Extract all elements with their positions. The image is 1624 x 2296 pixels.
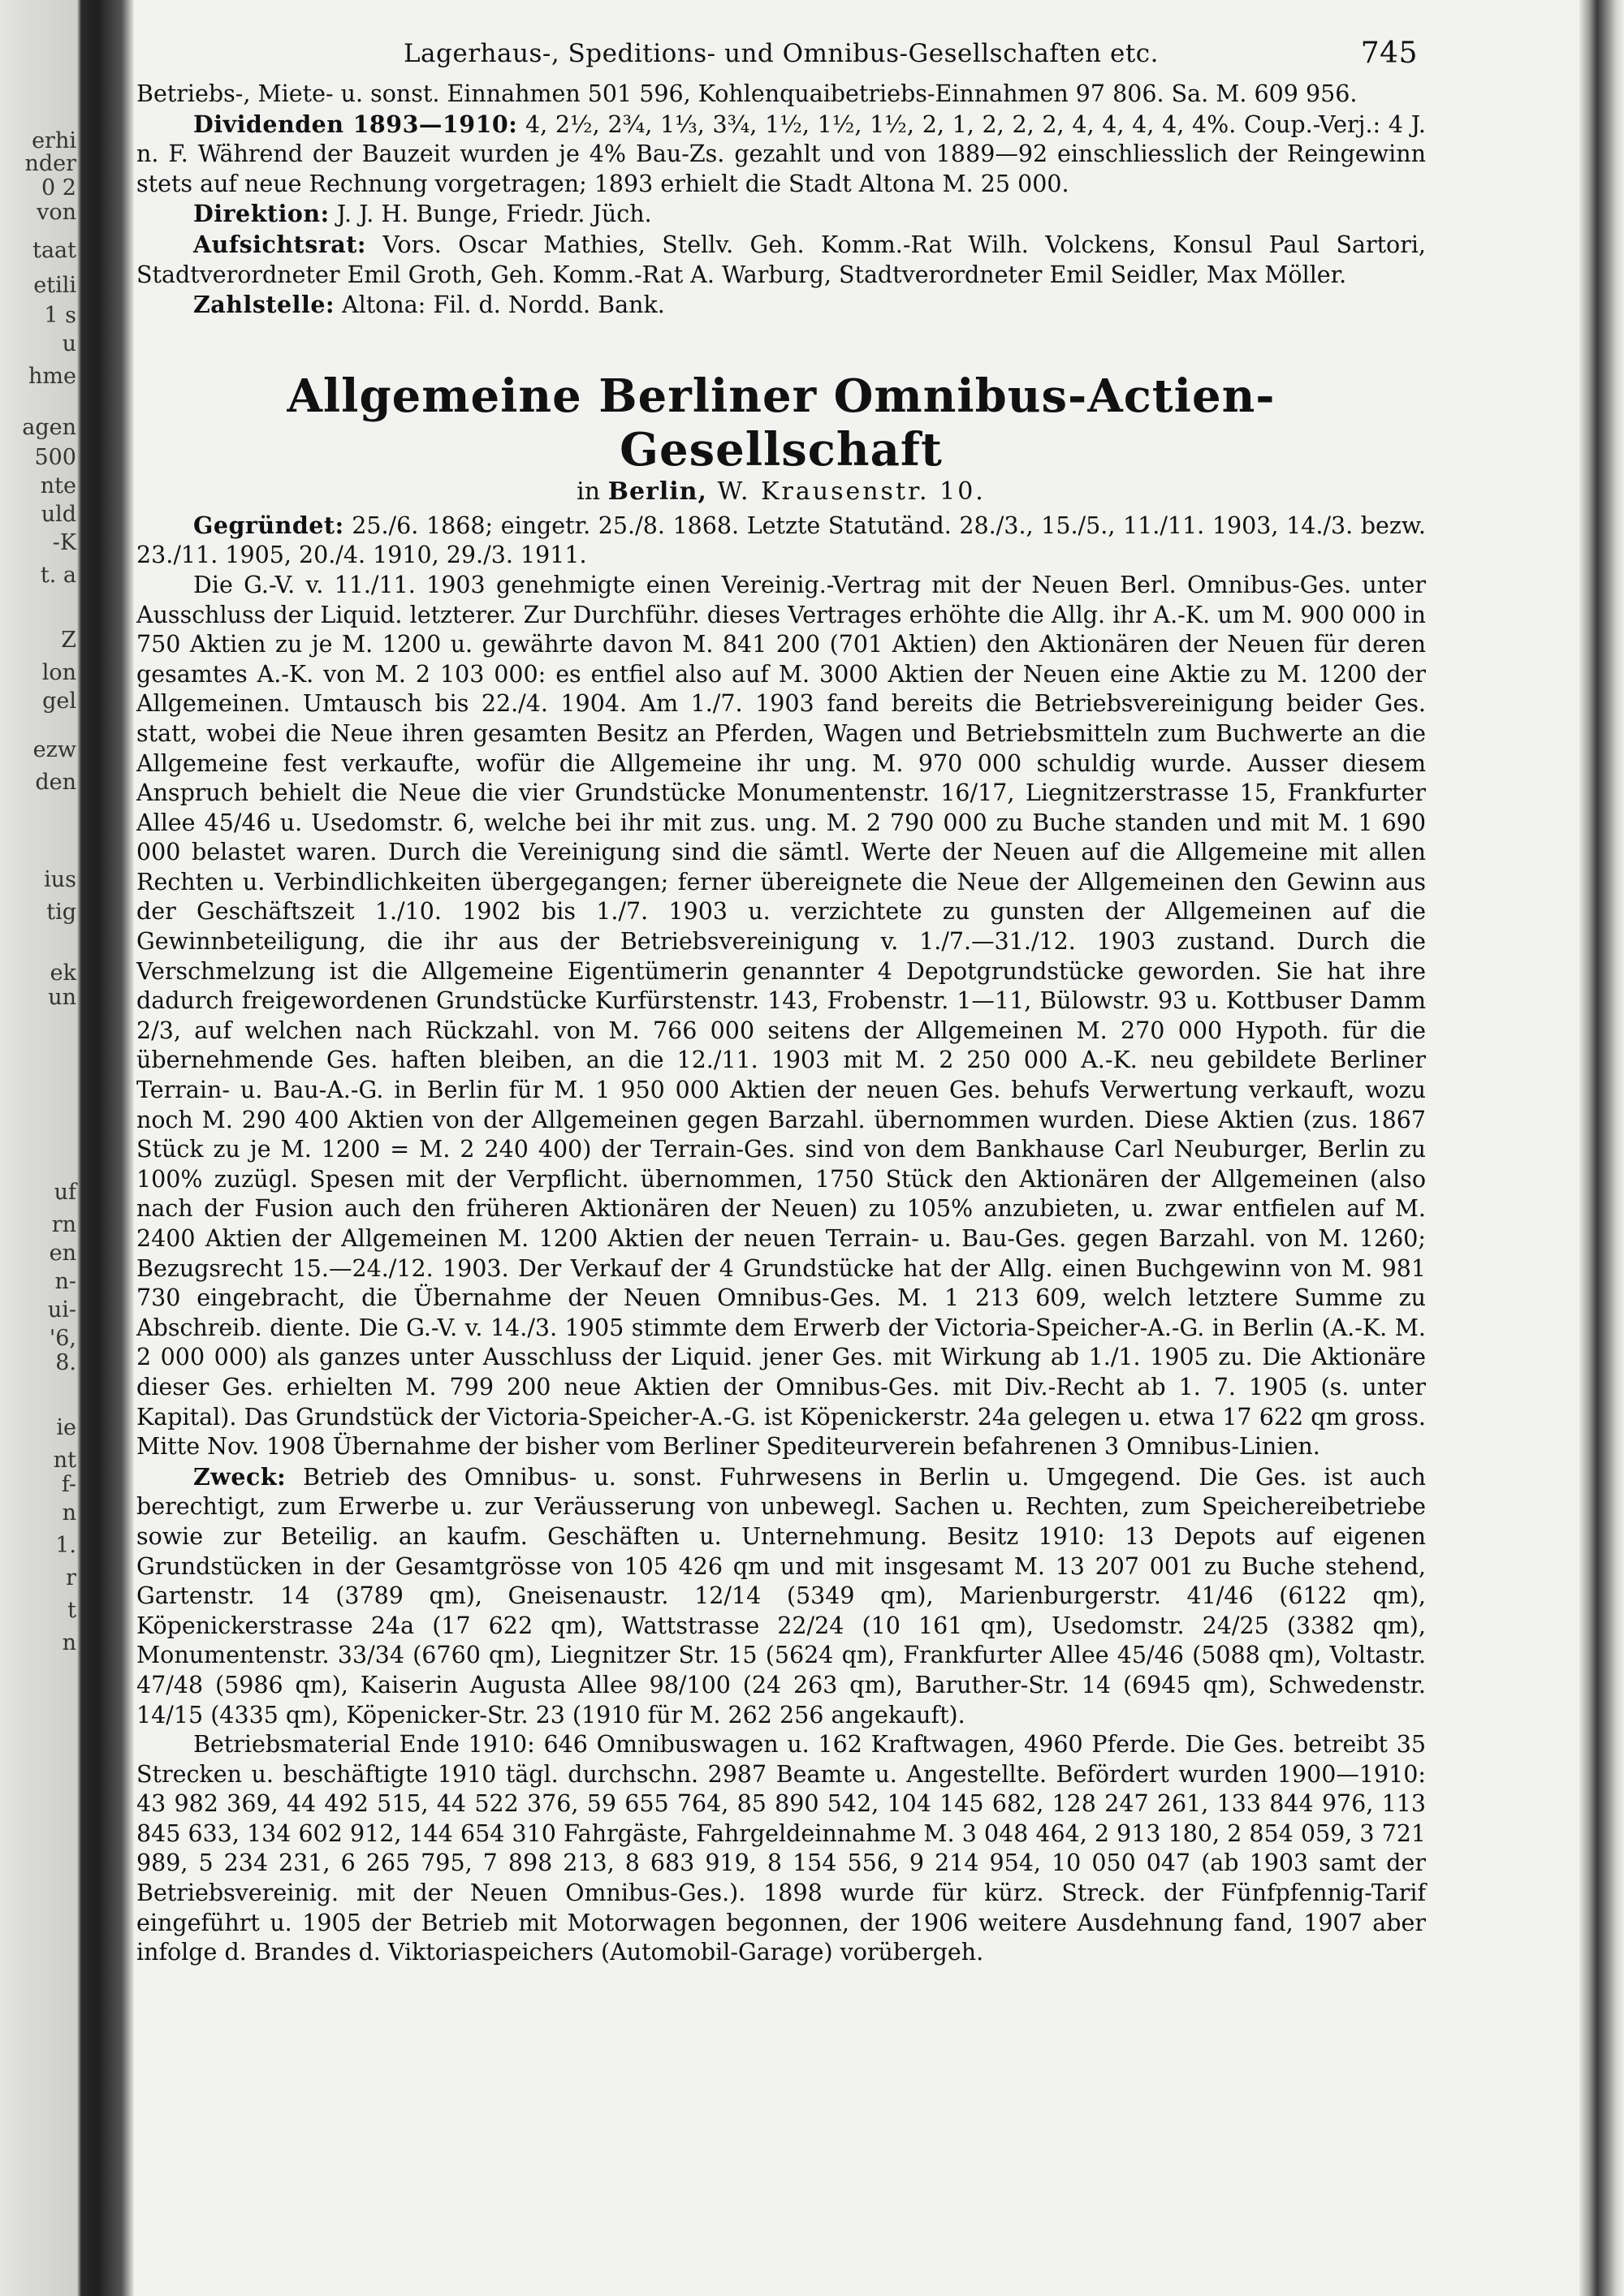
- margin-fragment: uld: [41, 502, 76, 527]
- entry-city: Berlin,: [607, 477, 707, 506]
- previous-page-margin-fragments: [0, 0, 81, 2296]
- margin-fragment: un: [48, 985, 76, 1010]
- margin-fragment: '6,: [49, 1326, 76, 1351]
- entry-title: Allgemeine Berliner Omnibus-Actien-Gesellschaft: [287, 369, 1276, 477]
- document-page: [136, 39, 1426, 1968]
- dividends-label: Dividenden 1893—1910:: [193, 110, 518, 138]
- location-prefix: in: [577, 477, 608, 506]
- page-binding-shadow-right: [1579, 0, 1624, 2296]
- margin-fragment: gel: [42, 688, 76, 714]
- margin-fragment: Z: [61, 628, 76, 653]
- margin-fragment: agen: [22, 415, 76, 440]
- supervisory-board-text: Vors. Oscar Mathies, Stellv. Geh. Komm.-Rat Wilh. Volckens, Konsul Paul Sartori, Stadtverordneter Emil Groth, Geh. Komm.-Rat A. Warburg, Stadtverordneter Emil Seidler, Max Möller.: [136, 231, 1426, 288]
- margin-fragment: f-: [61, 1472, 76, 1497]
- previous-entry-continuation: [136, 80, 1426, 321]
- margin-fragment: tig: [46, 900, 76, 925]
- dividends-paragraph: [136, 110, 1426, 200]
- paying-agent-paragraph: [136, 290, 1426, 321]
- margin-fragment: 1 s: [44, 303, 76, 328]
- margin-fragment: von: [37, 200, 76, 225]
- margin-fragment: n: [62, 1500, 76, 1526]
- margin-fragment: n: [62, 1630, 76, 1655]
- purpose-label: Zweck:: [193, 1462, 287, 1491]
- paying-agent-text: Altona: Fil. d. Nordd. Bank.: [334, 291, 665, 319]
- running-head: [136, 39, 1426, 80]
- supervisory-board-label: Aufsichtsrat:: [193, 230, 366, 258]
- margin-fragment: etili: [33, 273, 76, 298]
- margin-fragment: nt: [53, 1448, 76, 1473]
- margin-fragment: den: [35, 770, 76, 795]
- margin-fragment: erhi: [32, 128, 76, 153]
- margin-fragment: nder: [24, 151, 76, 176]
- margin-fragment: ui-: [47, 1297, 76, 1323]
- margin-fragment: ie: [56, 1415, 76, 1440]
- margin-fragment: lon: [41, 660, 76, 685]
- purpose-text: Betrieb des Omnibus- u. sonst. Fuhrwesens in Berlin u. Umgegend. Die Ges. ist auch berechtigt, zum Erwerbe u. zur Veräusserung von unbewegl. Sachen u. Rechten, zum Speichereibetriebe sowie zur Beteilig. an kaufm. Geschäften u. Unternehmung. Besitz 1910: 13 Depots auf eigenen Grundstücken in der Gesamtgrösse von 105 426 qm und mit insgesamt M. 13 207 001 zu Buche stehend, Gartenstr. 14 (3789 qm), Gneisenaustr. 12/14 (5349 qm), Marienburgerstr. 41/46 (6122 qm), Köpenickerstrasse 24a (17 622 qm), Wattstrasse 22/24 (10 161 qm), Usedomstr. 24/25 (3382 qm), Monumentenstr. 33/34 (6760 qm), Liegnitzer Str. 15 (5624 qm), Frankfurter Allee 45/46 (5088 qm), Voltastr. 47/48 (5986 qm), Kaiserin Augusta Allee 98/100 (24 263 qm), Baruther-Str. 14 (6945 qm), Schwedenstr. 14/15 (4335 qm), Köpenicker-Str. 23 (1910 für M. 262 256 angekauft).: [136, 1463, 1426, 1728]
- margin-fragment: nte: [40, 473, 76, 498]
- margin-fragment: uf: [54, 1180, 76, 1205]
- dividends-text: 4, 2½, 2¾, 1⅓, 3¾, 1½, 1½, 1½, 2, 1, 2, 2, 2, 4, 4, 4, 4, 4%. Coup.-Verj.: 4 J. n. F. Während der Bauzeit wurden je 4% Bau-Zs. gezahlt und von 1889—92 einschliesslich der Reingewinn stets auf neue Rechnung vorgetragen; 1893 erhielt die Stadt Altona M. 25 000.: [136, 110, 1426, 197]
- margin-fragment: rn: [51, 1212, 76, 1237]
- margin-fragment: t. a: [40, 563, 76, 588]
- margin-fragment: r: [66, 1565, 76, 1590]
- paying-agent-label: Zahlstelle:: [193, 291, 335, 319]
- purpose-paragraph: [136, 1462, 1426, 1730]
- founded-label: Gegründet:: [193, 511, 344, 539]
- direction-paragraph: [136, 199, 1426, 230]
- margin-fragment: ius: [44, 867, 76, 892]
- entry-body: [136, 511, 1426, 1968]
- margin-fragment: 1.: [55, 1533, 76, 1558]
- founded-paragraph: [136, 511, 1426, 571]
- margin-fragment: u: [62, 331, 76, 356]
- margin-fragment: 0 2: [41, 175, 76, 201]
- direction-text: J. J. H. Bunge, Friedr. Jüch.: [329, 201, 652, 228]
- income-paragraph: Betriebs-, Miete- u. sonst. Einnahmen 501 596, Kohlenquaibetriebs-Einnahmen 97 806. Sa. M. 609 956.: [136, 80, 1358, 107]
- margin-fragment: en: [49, 1241, 76, 1266]
- supervisory-board-paragraph: [136, 230, 1426, 290]
- margin-fragment: ek: [50, 960, 76, 986]
- running-head-title: Lagerhaus-, Speditions- und Omnibus-Gesellschaften etc.: [403, 39, 1160, 68]
- margin-fragment: ezw: [32, 737, 76, 762]
- direction-label: Direktion:: [193, 200, 330, 228]
- margin-fragment: t: [67, 1598, 76, 1623]
- margin-fragment: -K: [52, 530, 76, 555]
- margin-fragment: 8.: [55, 1350, 76, 1375]
- entry-address: W. Krausenstr. 10.: [706, 477, 986, 506]
- margin-fragment: 500: [34, 445, 76, 470]
- margin-fragment: n-: [54, 1269, 76, 1294]
- founded-text: 25./6. 1868; eingetr. 25./8. 1868. Letzte Statutänd. 28./3., 15./5., 11./11. 1903, 14./3. bezw. 23./11. 1905, 20./4. 1910, 29./3. 1911.: [136, 511, 1426, 569]
- entry-location: [136, 477, 1426, 507]
- operations-paragraph: Betriebsmaterial Ende 1910: 646 Omnibuswagen u. 162 Kraftwagen, 4960 Pferde. Die Ges. betreibt 35 Strecken u. beschäftigte 1910 tägl. durchschn. 2987 Beamte u. Angestellte. Befördert wurden 1900—1910: 43 982 369, 44 492 515, 44 522 376, 59 655 764, 85 890 542, 104 145 682, 128 247 261, 133 844 976, 113 845 633, 134 602 912, 144 654 310 Fahrgäste, Fahrgeldeinnahme M. 3 048 464, 2 913 180, 2 854 059, 3 721 989, 5 234 231, 6 265 795, 7 898 213, 8 683 919, 8 154 556, 9 214 954, 10 050 047 (ab 1903 samt der Betriebsvereinig. mit der Neuen Omnibus-Ges.). 1898 wurde für kürz. Streck. der Fünfpfennig-Tarif eingeführt u. 1905 der Betrieb mit Motorwagen begonnen, der 1906 weitere Ausdehnung fand, 1907 aber infolge d. Brandes d. Viktoriaspeichers (Automobil-Garage) vorübergeh.: [136, 1731, 1426, 1966]
- history-paragraph: Die G.-V. v. 11./11. 1903 genehmigte einen Vereinig.-Vertrag mit der Neuen Berl. Omnibus-Ges. unter Ausschluss der Liquid. letzterer. Zur Durchführ. dieses Vertrages erhöhte die Allg. ihr A.-K. um M. 900 000 in 750 Aktien zu je M. 1200 u. gewährte davon M. 841 200 (701 Aktien) den Aktionären der Neuen für deren gesamtes A.-K. von M. 2 103 000: es entfiel also auf M. 3000 Aktien der Neuen eine Aktie zu M. 1200 der Allgemeinen. Umtausch bis 22./4. 1904. Am 1./7. 1903 fand bereits die Betriebsvereinigung beider Ges. statt, wobei die Neue ihren gesamten Besitz an Pferden, Wagen und Betriebsmitteln zum Buchwerte an die Allgemeine fest verkaufte, wofür die Allgemeine ihr ung. M. 970 000 schuldig wurde. Ausser diesem Anspruch behielt die Neue die vier Grundstücke Monumentenstr. 16/17, Liegnitzerstrasse 15, Frankfurter Allee 45/46 u. Usedomstr. 6, welche bei ihr mit zus. ung. M. 2 790 000 zu Buche standen und mit M. 1 690 000 belastet waren. Durch die Vereinigung sind die sämtl. Werte der Neuen auf die Allgemeine mit allen Rechten u. Verbindlichkeiten übergegangen; ferner übereignete die Neue der Allgemeinen den Gewinn aus der Geschäftszeit 1./10. 1902 bis 1./7. 1903 u. verzichtete zu gunsten der Allgemeinen auf die Gewinnbeteiligung, die ihr aus der Betriebsvereinigung v. 1./7.—31./12. 1903 zustand. Durch die Verschmelzung ist die Allgemeine Eigentümerin genannter 4 Depotgrundstücke geworden. Sie hat ihre dadurch freigewordenen Grundstücke Kurfürstenstr. 143, Frobenstr. 1—11, Bülowstr. 93 u. Kottbuser Damm 2/3, auf welchen nach Rückzahl. von M. 766 000 seitens der Allgemeinen M. 270 000 Hypoth. für die übernehmende Ges. haften bleiben, an die 12./11. 1903 mit M. 2 250 000 A.-K. neu gebildete Berliner Terrain- u. Bau-A.-G. in Berlin für M. 1 950 000 Aktien der neuen Ges. behufs Verwertung verkauft, wozu noch M. 290 400 Aktien von der Allgemeinen gegen Barzahl. übernommen wurden. Diese Aktien (zus. 1867 Stück zu je M. 1200 = M. 2 240 400) der Terrain-Ges. sind von dem Bankhause Carl Neuburger, Berlin zu 100% zuzügl. Spesen mit der Verpflicht. übernommen, 1750 Stück den Aktionären der Allgemeinen (also nach der Fusion auch den früheren Aktionären der Neuen) zu 105% anzubieten, u. zwar entfielen auf M. 2400 Aktien der Allgemeinen M. 1200 Aktien der neuen Terrain- u. Bau-Ges. gegen Barzahl. von M. 1260; Bezugsrecht 15.—24./12. 1903. Der Verkauf der 4 Grundstücke hat der Allg. einen Buchgewinn von M. 981 730 eingebracht, die Übernahme der Neuen Omnibus-Ges. M. 1 213 609, welch letztere Summe zu Abschreib. diente. Die G.-V. v. 14./3. 1905 stimmte dem Erwerb der Victoria-Speicher-A.-G. in Berlin (A.-K. M. 2 000 000) als ganzes unter Ausschluss der Liquid. jener Ges. mit Wirkung ab 1./1. 1905 zu. Die Aktionäre dieser Ges. erhielten M. 799 200 neue Aktien der Omnibus-Ges. mit Div.-Recht ab 1. 7. 1905 (s. unter Kapital). Das Grundstück der Victoria-Speicher-A.-G. ist Köpenickerstr. 24a gelegen u. etwa 17 622 qm gross. Mitte Nov. 1908 Übernahme der bisher vom Berliner Spediteurverein befahrenen 3 Omnibus-Linien.: [136, 571, 1426, 1461]
- margin-fragment: taat: [32, 238, 76, 263]
- page-number: 745: [1360, 37, 1418, 70]
- margin-fragment: hme: [28, 364, 76, 389]
